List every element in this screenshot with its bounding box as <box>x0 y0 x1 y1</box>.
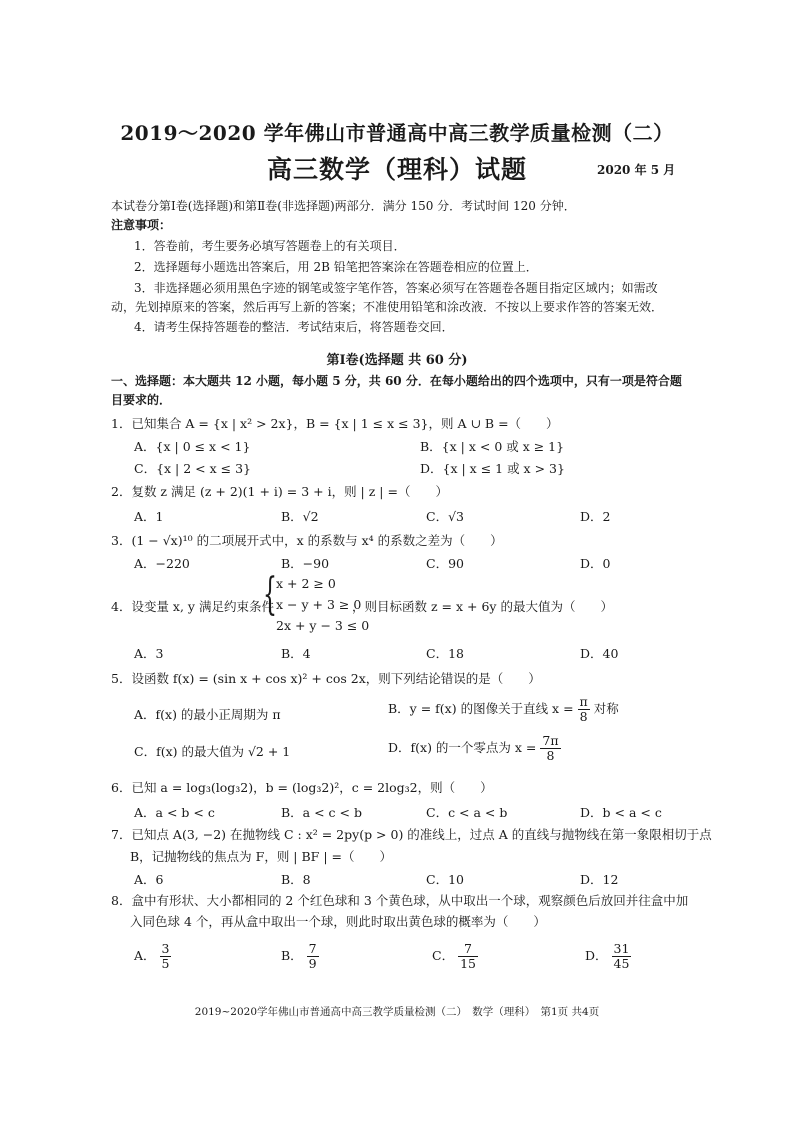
question-8-option-d <box>585 940 631 972</box>
fraction-numerator: 3 <box>161 940 170 956</box>
option-label: A． <box>134 948 156 963</box>
question-1-option-d: D．{x | x ≤ 1 或 x > 3} <box>420 461 565 476</box>
fraction-numerator: 7 <box>458 943 478 958</box>
question-3-option-b: B．−90 <box>281 556 330 571</box>
question-2-option-d: D．2 <box>580 509 611 524</box>
note-item: 2．选择题每小题选出答案后，用 2B 铅笔把答案涂在答题卷相应的位置上． <box>134 260 538 274</box>
question-7-option-d: D．12 <box>580 872 619 887</box>
fraction-denominator: 8 <box>546 748 555 763</box>
question-5-option-c: C．f(x) 的最大值为 √2 + 1 <box>134 744 291 759</box>
question-7-option-a: A．6 <box>134 872 164 887</box>
notes-title: 注意事项： <box>111 218 172 232</box>
constraint-brace: { <box>263 569 277 620</box>
question-6-option-b: B．a < c < b <box>281 805 362 820</box>
note-item: 动，先划掉原来的答案，然后再写上新的答案；不准使用铅笔和涂改液．不按以上要求作答的答案无效． <box>111 300 664 314</box>
fraction <box>540 732 560 763</box>
constraint-3: 2x + y − 3 ≤ 0 <box>276 618 370 633</box>
question-3-option-a: A．−220 <box>134 556 190 571</box>
question-4-stem-pre: 4．设变量 x, y 满足约束条件 <box>111 599 274 614</box>
question-3-stem: 3．(1 − √x)¹⁰ 的二项展开式中，x 的系数与 x⁴ 的系数之差为（ ） <box>111 533 503 548</box>
question-6-stem: 6．已知 a = log₃(log₃2)，b = (log₃2)²，c = 2log₃2，则（ ） <box>111 780 493 795</box>
question-4-stem-post: ，则目标函数 z = x + 6y 的最大值为（ ） <box>352 599 613 614</box>
option-label: C． <box>432 948 455 963</box>
fraction <box>612 940 632 971</box>
section-title: 第Ⅰ卷(选择题 共 60 分) <box>326 353 468 368</box>
option-label: D． <box>585 948 608 963</box>
note-item: 3．非选择题必须用黑色字迹的钢笔或签字笔作答，答案必须写在答题卷各题目指定区域内；如需改 <box>134 281 658 295</box>
question-5-option-d <box>388 733 561 763</box>
question-4-option-c: C．18 <box>426 646 464 661</box>
fraction-numerator: 31 <box>613 940 630 956</box>
question-7-option-c: C．10 <box>426 872 464 887</box>
question-1-option-a: A．{x | 0 ≤ x < 1} <box>134 439 251 454</box>
question-1-stem: 1．已知集合 A = {x | x² > 2x}，B = {x | 1 ≤ x ≤ 3}，则 A ∪ B =（ ） <box>111 416 559 431</box>
constraint-2: x − y + 3 ≥ 0 <box>276 597 362 612</box>
section-instruction: 目要求的． <box>111 393 172 407</box>
question-7-stem-line2: B，记抛物线的焦点为 F，则 | BF | =（ ） <box>130 849 392 864</box>
question-2-option-a: A．1 <box>134 509 164 524</box>
section-instruction: 一、选择题：本大题共 12 小题，每小题 5 分，共 60 分．在每小题给出的四个选项中，只有一项是符合题 <box>111 374 682 388</box>
question-8-option-b <box>281 940 319 972</box>
fraction-denominator: 45 <box>613 956 630 971</box>
question-2-option-c: C．√3 <box>426 509 464 524</box>
fraction-denominator: 8 <box>579 709 588 724</box>
fraction-numerator: 7π <box>542 732 559 748</box>
page-footer: 2019~2020学年佛山市普通高中高三教学质量检测（二） 数学（理科） 第1页 共4页 <box>194 1006 600 1018</box>
question-3-option-c: C．90 <box>426 556 464 571</box>
question-2-option-b: B．√2 <box>281 509 319 524</box>
question-7-stem-line1: 7．已知点 A(3, −2) 在抛物线 C : x² = 2py(p > 0) 的准线上，过点 A 的直线与抛物线在第一象限相切于点 <box>111 827 712 842</box>
constraint-1: x + 2 ≥ 0 <box>276 576 336 591</box>
fraction <box>160 940 172 971</box>
question-4-option-a: A．3 <box>134 646 164 661</box>
question-8-stem-line2: 入同色球 4 个，再从盒中取出一个球，则此时取出黄色球的概率为（ ） <box>130 914 546 929</box>
option-b-text: B．y = f(x) 的图像关于直线 x = <box>388 701 574 716</box>
question-4-option-d: D．40 <box>580 646 619 661</box>
question-5-stem: 5．设函数 f(x) = (sin x + cos x)² + cos 2x，则下列结论错误的是（ ） <box>111 671 541 686</box>
exam-date: 2020 年 5 月 <box>597 163 676 177</box>
fraction-denominator: 5 <box>161 956 170 971</box>
option-d-text: D．f(x) 的一个零点为 x = <box>388 740 537 755</box>
question-8-stem-line1: 8．盒中有形状、大小都相同的 2 个红色球和 3 个黄色球，从中取出一个球，观察颜色后放回并往盒中加 <box>111 893 689 908</box>
note-item: 4．请考生保持答题卷的整洁．考试结束后，将答题卷交回． <box>134 320 454 334</box>
question-6-option-c: C．c < a < b <box>426 805 508 820</box>
fraction-numerator: π <box>579 693 588 709</box>
exam-title-line2: 高三数学（理科）试题 <box>266 155 527 184</box>
question-8-option-c <box>432 940 478 972</box>
option-label: B． <box>281 948 303 963</box>
question-4-option-b: B．4 <box>281 646 311 661</box>
question-7-option-b: B．8 <box>281 872 311 887</box>
fraction-numerator: 7 <box>308 940 317 956</box>
fraction-denominator: 9 <box>308 956 317 971</box>
question-6-option-a: A．a < b < c <box>134 805 215 820</box>
question-2-stem: 2．复数 z 满足 (z + 2)(1 + i) = 3 + i，则 | z | =（ ） <box>111 484 448 499</box>
question-8-option-a <box>134 940 171 972</box>
question-1-option-b: B．{x | x < 0 或 x ≥ 1} <box>420 439 565 454</box>
note-item: 1．答卷前，考生要务必填写答题卷上的有关项目． <box>134 239 406 253</box>
intro-line: 本试卷分第Ⅰ卷(选择题)和第Ⅱ卷(非选择题)两部分．满分 150 分．考试时间 120 分钟． <box>111 199 576 213</box>
fraction-denominator: 15 <box>460 956 476 971</box>
fraction <box>307 940 319 971</box>
question-6-option-d: D．b < a < c <box>580 805 662 820</box>
question-5-option-b <box>388 694 619 724</box>
exam-title-line1: 2019～2020 学年佛山市普通高中高三教学质量检测（二） <box>120 121 674 145</box>
option-b-suffix: 对称 <box>593 701 619 716</box>
fraction <box>578 693 590 724</box>
question-5-option-a: A．f(x) 的最小正周期为 π <box>134 707 281 722</box>
question-3-option-d: D．0 <box>580 556 611 571</box>
question-1-option-c: C．{x | 2 < x ≤ 3} <box>134 461 251 476</box>
fraction <box>458 940 478 971</box>
